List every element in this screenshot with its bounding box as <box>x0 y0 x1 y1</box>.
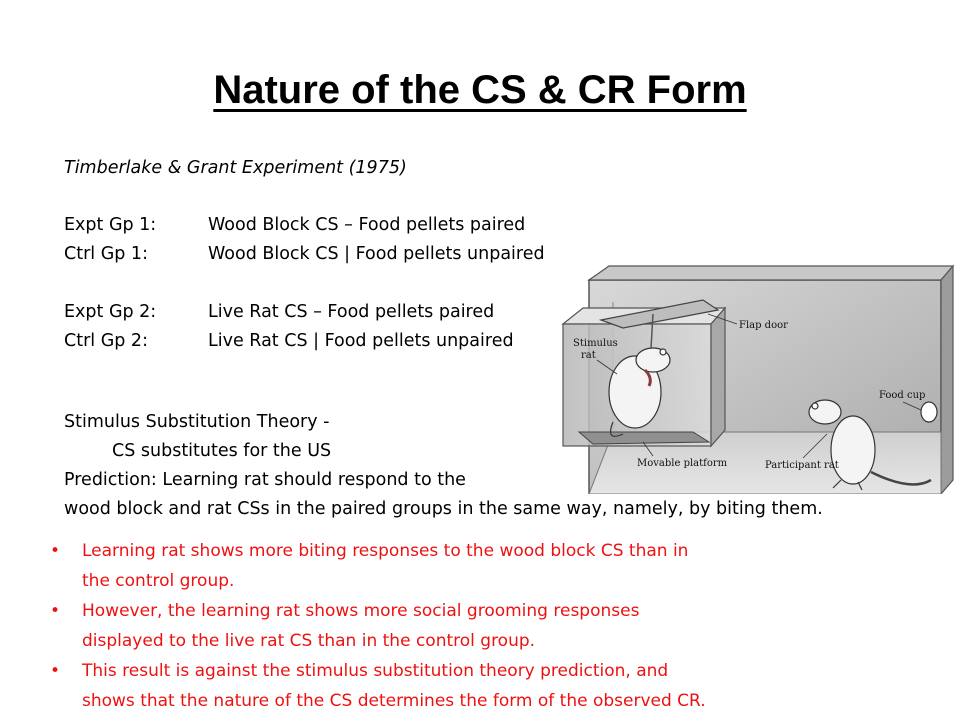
label-participant-rat: Participant rat <box>765 460 839 471</box>
group-description: Wood Block CS – Food pellets paired <box>208 215 526 235</box>
prediction-line-2: wood block and rat CSs in the paired groups in the same way, namely, by biting them. <box>64 499 823 519</box>
label-food-cup: Food cup <box>879 390 926 401</box>
bullet-line: displayed to the live rat CS than in the control group. <box>82 631 536 651</box>
bullet-icon: • <box>50 661 61 681</box>
label-stimulus-rat-line1: Stimulus <box>573 338 618 349</box>
apparatus-figure <box>553 262 956 494</box>
slide-title: Nature of the CS & CR Form <box>213 68 747 112</box>
food-cup <box>921 402 937 422</box>
bullet-line: This result is against the stimulus substitution theory prediction, and <box>82 661 669 681</box>
label-stimulus-rat-line2: rat <box>581 350 596 361</box>
label-flap-door: Flap door <box>739 320 788 331</box>
group-description: Live Rat CS – Food pellets paired <box>208 302 495 322</box>
findings-list <box>50 536 930 716</box>
group-label: Ctrl Gp 1: <box>64 244 148 264</box>
experiment-subtitle: Timberlake & Grant Experiment (1975) <box>64 158 407 178</box>
theory-heading: Stimulus Substitution Theory - <box>64 412 330 432</box>
list-item <box>50 656 930 716</box>
bullet-line: Learning rat shows more biting responses to the wood block CS than in <box>82 541 689 561</box>
label-movable-platform: Movable platform <box>637 458 728 469</box>
prediction-line-1: Prediction: Learning rat should respond to the <box>64 470 466 490</box>
bullet-icon: • <box>50 601 61 621</box>
group-label: Expt Gp 2: <box>64 302 157 322</box>
group-description: Wood Block CS | Food pellets unpaired <box>208 244 545 264</box>
movable-platform <box>579 432 709 444</box>
bullet-line: shows that the nature of the CS determines the form of the observed CR. <box>82 691 706 711</box>
theory-subline: CS substitutes for the US <box>112 441 332 461</box>
bullet-line: the control group. <box>82 571 235 591</box>
group-label: Expt Gp 1: <box>64 215 157 235</box>
list-item <box>50 596 930 656</box>
list-item <box>50 536 930 596</box>
group-description: Live Rat CS | Food pellets unpaired <box>208 331 514 351</box>
group-label: Ctrl Gp 2: <box>64 331 148 351</box>
bullet-icon: • <box>50 541 61 561</box>
bullet-line: However, the learning rat shows more social grooming responses <box>82 601 640 621</box>
